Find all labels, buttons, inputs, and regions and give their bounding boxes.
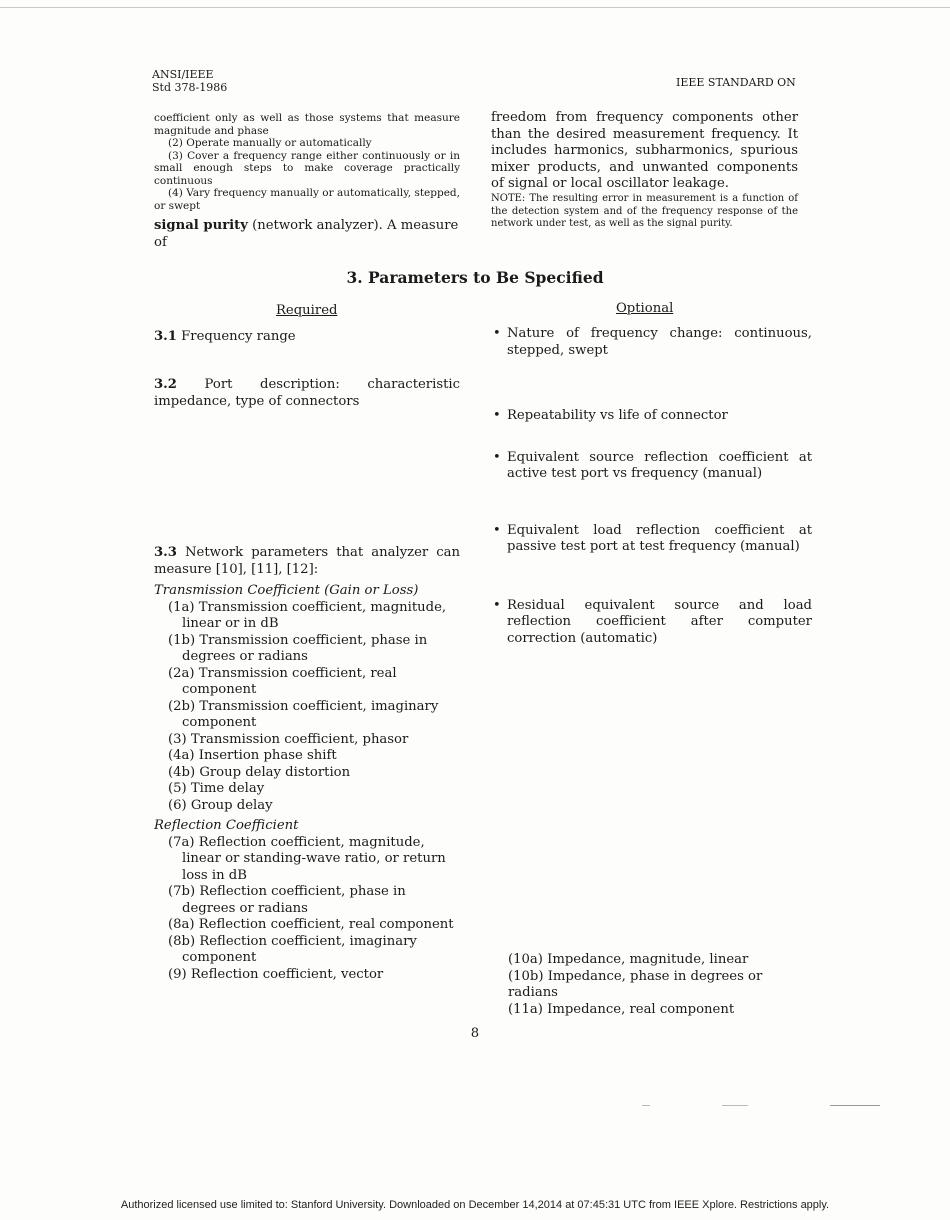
reflection-heading: Reflection Coefficient (154, 818, 299, 833)
optional-item: • Nature of frequency change: continuous, stepped, swept (493, 326, 812, 359)
list-item: (7a) Reflection coefficient, magnitude, linear or standing-wave ratio, or return loss in dB (168, 834, 446, 883)
section-title: 3. Parameters to Be Specified (346, 268, 604, 287)
list-item: (2a) Transmission coefficient, real component (168, 665, 397, 697)
clause-3-3 (154, 545, 460, 578)
optional-item: • Equivalent load reflection coefficient at passive test port at test frequency (manual) (493, 523, 812, 556)
list-item: (6) Group delay (168, 797, 273, 813)
list-item: (4b) Group delay distortion (168, 764, 351, 780)
continued-list (154, 112, 460, 212)
license-footer: Authorized licensed use limited to: Stanford University. Downloaded on December 14,2014 at 07:45:31 UTC from IEEE Xplore. Restrictions apply. (120, 1199, 830, 1211)
transmission-heading: Transmission Coefficient (Gain or Loss) (154, 583, 419, 598)
scan-mark (830, 1105, 880, 1106)
definition-continuation: freedom from frequency components other than the desired measurement frequency. It includes harmonics, subharmonics, spurious mixer products, and unwanted components of signal or local oscillator leakage. (491, 110, 798, 191)
definition-start: (network analyzer). A measure of (154, 218, 459, 250)
signal-purity-definition (154, 218, 464, 251)
list-item: (2b) Transmission coefficient, imaginary component (168, 698, 439, 730)
list-item: (8b) Reflection coefficient, imaginary component (168, 933, 417, 965)
clause-text: Frequency range (176, 329, 296, 344)
impedance-list (508, 952, 808, 1018)
running-header: IEEE STANDARD ON (676, 76, 796, 89)
optional-item: • Residual equivalent source and load reflection coefficient after computer correction (automatic) (493, 598, 812, 648)
header-ansi: ANSI/IEEE (152, 68, 214, 81)
optional-item: • Repeatability vs life of connector (493, 408, 812, 425)
list-item: (10b) Impedance, phase in degrees or radians (508, 968, 763, 1000)
page-number: 8 (470, 1026, 480, 1041)
clause-number: 3.1 (154, 329, 177, 344)
parameter-lists (154, 583, 462, 983)
list-item: (4a) Insertion phase shift (168, 748, 337, 763)
scan-mark (642, 1105, 650, 1106)
list-item: (7b) Reflection coefficient, phase in degrees or radians (168, 884, 406, 916)
clause-number: 3.2 (154, 377, 177, 392)
list-item-4: (4) Vary frequency manually or automatically, stepped, or swept (154, 187, 460, 212)
list-item: (10a) Impedance, magnitude, linear (508, 952, 749, 967)
list-item: (9) Reflection coefficient, vector (168, 966, 384, 982)
top-rule (0, 7, 950, 8)
list-item: (1b) Transmission coefficient, phase in degrees or radians (168, 632, 428, 664)
clause-3-1 (154, 329, 460, 346)
list-item-3: (3) Cover a frequency range either continuously or in small enough steps to make coverage practically continuous (154, 149, 460, 187)
header-std-number: Std 378-1986 (152, 81, 228, 94)
list-item: (5) Time delay (168, 781, 265, 796)
scan-mark (722, 1105, 748, 1106)
required-heading: Required (276, 303, 338, 318)
list-item: (1a) Transmission coefficient, magnitude, linear or in dB (168, 599, 447, 631)
list-item-2: (2) Operate manually or automatically (168, 137, 372, 149)
clause-text: Network parameters that analyzer can measure [10], [11], [12]: (154, 545, 460, 577)
note: NOTE: The resulting error in measurement is a function of the detection system and of the frequency response of the network under test, as well as the signal purity. (491, 193, 798, 229)
clause-3-2 (154, 377, 460, 410)
document-designation (152, 68, 227, 94)
defined-term: signal purity (154, 218, 248, 233)
optional-item: • Equivalent source reflection coefficient at active test port vs frequency (manual) (493, 450, 812, 483)
optional-heading: Optional (616, 301, 674, 316)
continued-paragraph: coefficient only as well as those systems that measure magnitude and phase (154, 112, 460, 137)
list-item: (11a) Impedance, real component (508, 1001, 735, 1017)
clause-text: Port description: characteristic impedance, type of connectors (154, 377, 460, 409)
clause-number: 3.3 (154, 545, 177, 560)
list-item: (3) Transmission coefficient, phasor (168, 731, 409, 747)
list-item: (8a) Reflection coefficient, real component (168, 917, 454, 932)
